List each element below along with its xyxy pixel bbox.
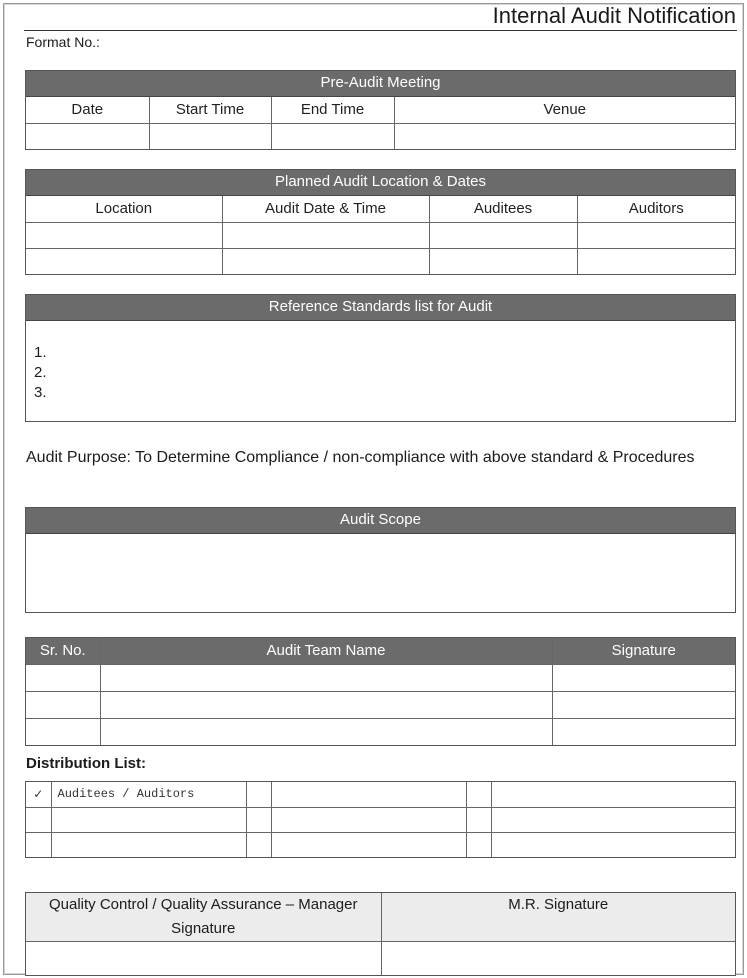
location-cell[interactable] bbox=[26, 248, 222, 274]
pre-audit-meeting-title: Pre-Audit Meeting bbox=[26, 71, 735, 97]
distribution-entry[interactable] bbox=[491, 807, 735, 832]
venue-cell[interactable] bbox=[394, 123, 735, 149]
distribution-entry[interactable] bbox=[271, 832, 466, 857]
column-location: Location bbox=[26, 196, 222, 222]
checkbox-cell[interactable] bbox=[466, 782, 491, 807]
table-row bbox=[26, 691, 735, 718]
pre-audit-meeting-table bbox=[26, 97, 735, 149]
reference-standards-section bbox=[25, 294, 736, 422]
planned-audit-table bbox=[26, 196, 735, 274]
checkbox-cell[interactable] bbox=[26, 832, 51, 857]
sr-no-cell[interactable] bbox=[26, 664, 100, 691]
qc-manager-signature-label: Quality Control / Quality Assurance – Manager Signature bbox=[26, 893, 381, 942]
distribution-entry[interactable] bbox=[271, 807, 466, 832]
column-audit-team-name: Audit Team Name bbox=[100, 638, 552, 664]
table-row bbox=[26, 782, 735, 807]
qc-manager-signature-cell[interactable] bbox=[26, 942, 381, 975]
check-mark-icon[interactable]: ✓ bbox=[26, 782, 51, 807]
list-item: 3. bbox=[34, 384, 47, 401]
team-name-cell[interactable] bbox=[100, 691, 552, 718]
signature-section bbox=[25, 892, 736, 976]
table-row bbox=[26, 718, 735, 745]
list-item: 2. bbox=[34, 364, 47, 381]
column-end-time: End Time bbox=[271, 97, 394, 123]
distribution-entry[interactable] bbox=[271, 782, 466, 807]
audit-scope-title: Audit Scope bbox=[26, 508, 735, 534]
checkbox-cell[interactable] bbox=[466, 832, 491, 857]
date-cell[interactable] bbox=[26, 123, 149, 149]
distribution-entry[interactable] bbox=[51, 832, 246, 857]
auditees-cell[interactable] bbox=[429, 222, 577, 248]
table-row bbox=[26, 222, 735, 248]
signature-cell[interactable] bbox=[552, 664, 735, 691]
distribution-list-table bbox=[25, 781, 736, 858]
audit-team-section bbox=[25, 637, 736, 746]
table-row bbox=[26, 942, 735, 975]
reference-standards-title: Reference Standards list for Audit bbox=[26, 295, 735, 321]
checkbox-cell[interactable] bbox=[466, 807, 491, 832]
auditees-cell[interactable] bbox=[429, 248, 577, 274]
reference-standards-list[interactable] bbox=[26, 321, 735, 421]
format-number-label: Format No.: bbox=[26, 34, 100, 50]
sr-no-cell[interactable] bbox=[26, 691, 100, 718]
table-row bbox=[26, 248, 735, 274]
auditors-cell[interactable] bbox=[577, 222, 735, 248]
audit-date-time-cell[interactable] bbox=[222, 222, 429, 248]
list-item: 1. bbox=[34, 344, 47, 361]
start-time-cell[interactable] bbox=[149, 123, 271, 149]
column-audit-date-time: Audit Date & Time bbox=[222, 196, 429, 222]
table-row bbox=[26, 832, 735, 857]
planned-audit-section bbox=[25, 169, 736, 275]
table-row bbox=[26, 807, 735, 832]
pre-audit-meeting-section bbox=[25, 70, 736, 150]
distribution-entry[interactable] bbox=[51, 807, 246, 832]
distribution-list-label: Distribution List: bbox=[26, 755, 146, 772]
audit-scope-body[interactable] bbox=[26, 534, 735, 612]
sr-no-cell[interactable] bbox=[26, 718, 100, 745]
column-auditees: Auditees bbox=[429, 196, 577, 222]
checkbox-cell[interactable] bbox=[26, 807, 51, 832]
location-cell[interactable] bbox=[26, 222, 222, 248]
column-auditors: Auditors bbox=[577, 196, 735, 222]
checkbox-cell[interactable] bbox=[246, 807, 271, 832]
distribution-entry[interactable] bbox=[491, 832, 735, 857]
signature-cell[interactable] bbox=[552, 718, 735, 745]
team-name-cell[interactable] bbox=[100, 664, 552, 691]
signature-cell[interactable] bbox=[552, 691, 735, 718]
end-time-cell[interactable] bbox=[271, 123, 394, 149]
distribution-entry[interactable] bbox=[491, 782, 735, 807]
column-signature: Signature bbox=[552, 638, 735, 664]
planned-audit-title: Planned Audit Location & Dates bbox=[26, 170, 735, 196]
auditors-cell[interactable] bbox=[577, 248, 735, 274]
audit-scope-section bbox=[25, 507, 736, 613]
audit-team-table bbox=[26, 638, 735, 745]
checkbox-cell[interactable] bbox=[246, 832, 271, 857]
column-start-time: Start Time bbox=[149, 97, 271, 123]
table-row bbox=[26, 664, 735, 691]
page-title: Internal Audit Notification bbox=[492, 3, 736, 28]
column-sr-no: Sr. No. bbox=[26, 638, 100, 664]
signature-table bbox=[26, 893, 735, 975]
mr-signature-label: M.R. Signature bbox=[381, 893, 735, 942]
title-divider bbox=[24, 30, 737, 31]
mr-signature-cell[interactable] bbox=[381, 942, 735, 975]
audit-purpose-text: Audit Purpose: To Determine Compliance / non-compliance with above standard & Procedures bbox=[26, 449, 695, 466]
audit-date-time-cell[interactable] bbox=[222, 248, 429, 274]
column-date: Date bbox=[26, 97, 149, 123]
team-name-cell[interactable] bbox=[100, 718, 552, 745]
distribution-entry[interactable]: Auditees / Auditors bbox=[51, 782, 246, 807]
column-venue: Venue bbox=[394, 97, 735, 123]
checkbox-cell[interactable] bbox=[246, 782, 271, 807]
table-row bbox=[26, 123, 735, 149]
